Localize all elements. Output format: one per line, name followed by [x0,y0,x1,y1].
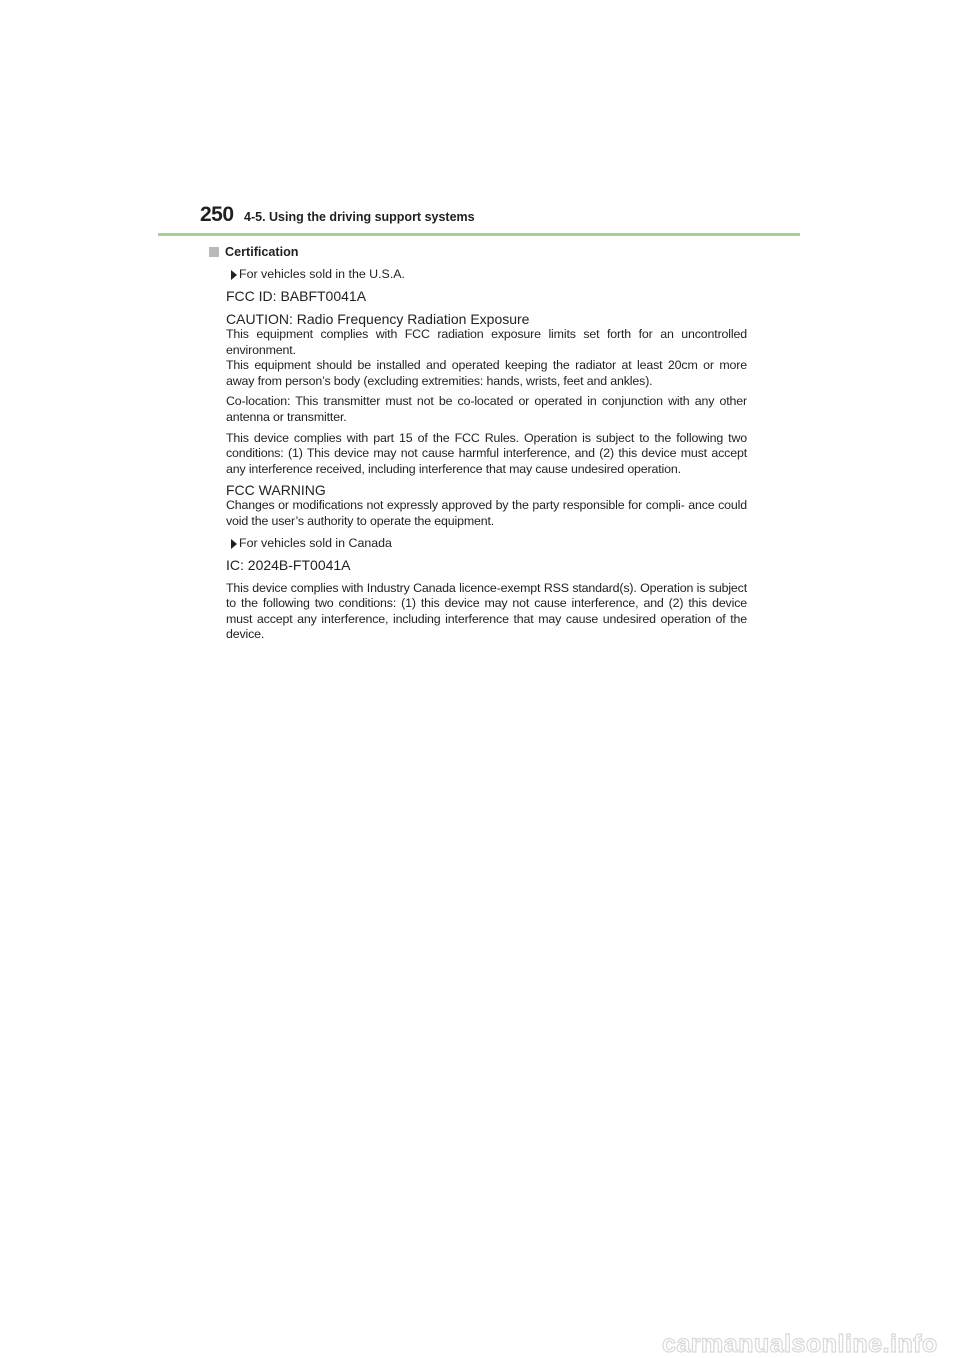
arrow-bullet-icon [231,539,237,549]
square-bullet-icon [209,247,219,257]
watermark-logo [658,1328,960,1358]
page-header [200,203,800,233]
watermark [658,1328,960,1358]
us-bullet [209,266,747,286]
ic-id: IC: 2024B-FT0041A [226,556,351,573]
section-title: 4-5. Using the driving support systems [244,210,475,224]
fcc-warning-text: Changes or modifications not expressly approved by the party responsible for compli- ance could void the user’s authority to operate the equipment. [226,498,747,528]
canada-bullet-text: For vehicles sold in Canada [239,535,392,550]
document-body [209,243,747,643]
fcc-id: FCC ID: BABFT0041A [226,288,367,304]
part15-text: This device complies with part 15 of the FCC Rules. Operation is subject to the following two conditions: (1) This device may not cause harmful interference, and (2) this device must accept any interference received, including interference that may cause undesired operation. [226,430,747,476]
page-number: 250 [200,203,234,226]
certification-heading-text: Certification [225,245,299,259]
fcc-warning-title: FCC WARNING [226,482,326,499]
caution-text-1: This equipment complies with FCC radiation exposure limits set forth for an uncontrolled environment. [226,327,747,357]
arrow-bullet-icon [231,270,237,280]
us-bullet-text: For vehicles sold in the U.S.A. [239,267,405,281]
colocation-text: Co-location: This transmitter must not be co-located or operated in conjunction with any other antenna or transmitter. [226,394,747,424]
caution-title: CAUTION: Radio Frequency Radiation Exposure [226,311,530,327]
rss-text: This device complies with Industry Canada licence-exempt RSS standard(s). Operation is subject to the following two conditions: (1) this device may not cause interference, and (2) this device must accept any interference, including interference that may cause undesired operation of the device. [226,580,747,642]
watermark-text: carmanualsonline.info [662,1330,938,1358]
certification-heading [209,243,747,265]
canada-bullet [209,535,747,555]
header-divider [158,233,800,236]
caution-text-2: This equipment should be installed and operated keeping the radiator at least 20cm or more away from person’s body (excluding extremities: hands, wrists, feet and ankles). [226,358,747,388]
